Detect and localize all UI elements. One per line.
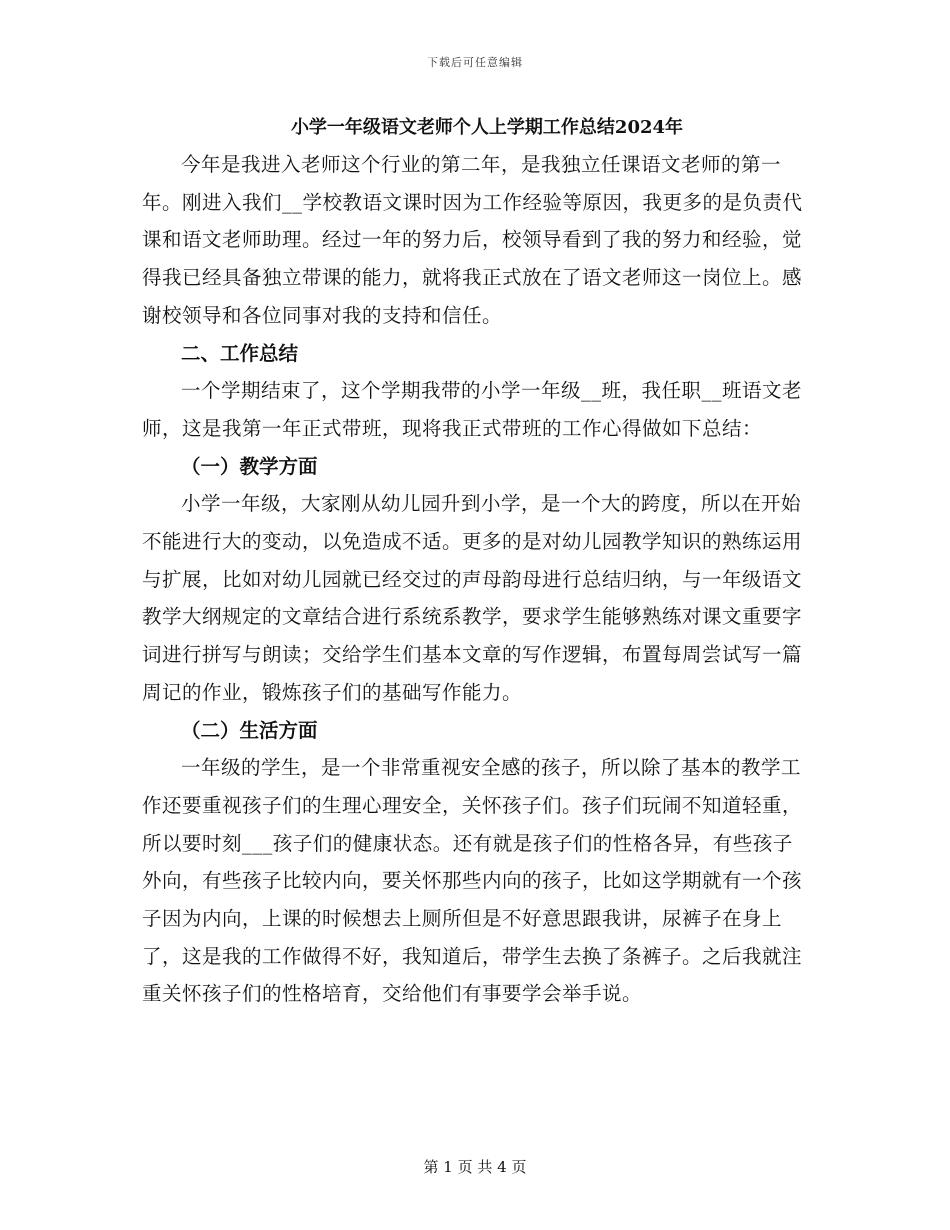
subsection-heading-life: （二）生活方面 bbox=[181, 718, 318, 742]
section-heading-work-summary: 二、工作总结 bbox=[181, 341, 299, 365]
document-body bbox=[142, 110, 812, 1013]
life-paragraph: 一年级的学生，是一个非常重视安全感的孩子，所以除了基本的教学工作还要重视孩子们的生理心理安全，关怀孩子们。孩子们玩闹不知道轻重，所以要时刻___孩子们的健康状态。还有就是孩子们的性格各异，有些孩子外向，有些孩子比较内向，要关怀那些内向的孩子，比如这学期就有一个孩子因为内向，上课的时候想去上厕所但是不好意思跟我讲，尿裤子在身上了，这是我的工作做得不好，我知道后，带学生去换了条裤子。之后我就注重关怀孩子们的性格培育，交给他们有事要学会举手说。 bbox=[142, 756, 803, 1006]
document-title: 小学一年级语文老师个人上学期工作总结2024年 bbox=[290, 117, 684, 138]
subsection-heading-teaching: （一）教学方面 bbox=[181, 454, 318, 478]
page-header-note: 下载后可任意编辑 bbox=[427, 56, 523, 69]
teaching-paragraph: 小学一年级，大家刚从幼儿园升到小学，是一个大的跨度，所以在开始不能进行大的变动，以免造成不适。更多的是对幼儿园教学知识的熟练运用与扩展，比如对幼儿园就已经交过的声母韵母进行总结归纳，与一年级语文教学大纲规定的文章结合进行系统系教学，要求学生能够熟练对课文重要字词进行拼写与朗读；交给学生们基本文章的写作逻辑，布置每周尝试写一篇周记的作业，锻炼孩子们的基础写作能力。 bbox=[142, 492, 803, 704]
intro-paragraph: 今年是我进入老师这个行业的第二年，是我独立任课语文老师的第一年。刚进入我们__学校教语文课时因为工作经验等原因，我更多的是负责代课和语文老师助理。经过一年的努力后，校领导看到了我的努力和经验，觉得我已经具备独立带课的能力，就将我正式放在了语文老师这一岗位上。感谢校领导和各位同事对我的支持和信任。 bbox=[142, 153, 803, 327]
work-summary-paragraph: 一个学期结束了，这个学期我带的小学一年级__班，我任职__班语文老师，这是我第一年正式带班，现将我正式带班的工作心得做如下总结： bbox=[142, 379, 803, 440]
page-number: 第 1 页 共 4 页 bbox=[423, 1158, 527, 1176]
